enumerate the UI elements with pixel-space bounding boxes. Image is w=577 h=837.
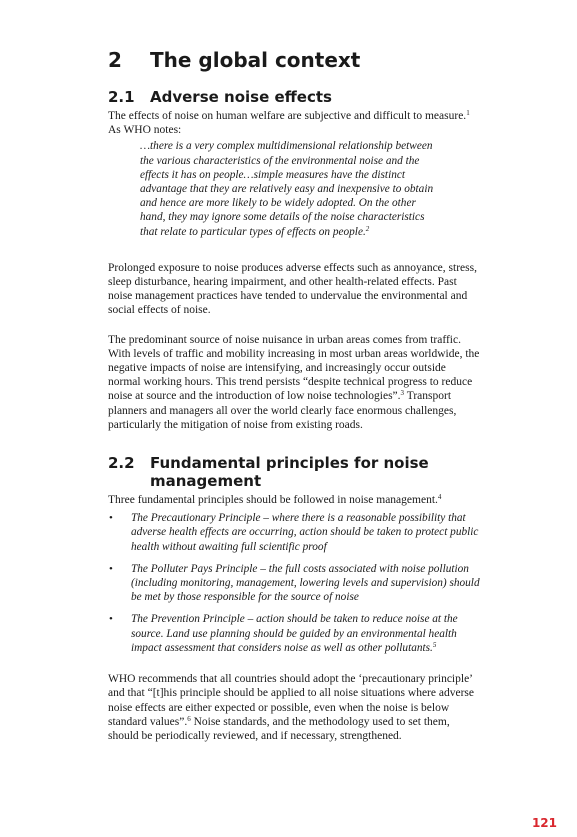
paragraph-tail: Transport planners and managers all over the world clearly face enormous challenges, particularly the mitigation of noise from existing roads. <box>108 390 457 431</box>
intro-text: Three fundamental principles should be followed in noise management. <box>108 494 438 507</box>
list-item-text <box>131 511 480 554</box>
chapter-number: 2 <box>108 48 122 72</box>
quote-text: …there is a very complex multidimensional relationship between the various characteristics of the environmental noise and the effects it has on people…simple measures have the distinct advantage that they are relatively easy and inexpensive to obtain and hence are more likely to be widely adopted. On the other hand, they may ignore some details of the noise characteristics that relate to particular types of effects on people. <box>140 140 434 238</box>
chapter-heading <box>108 48 480 72</box>
bullet-icon: • <box>109 512 113 525</box>
principle-text: The Precautionary Principle – where there is a reasonable possibility that adverse health effects are occurring, action should be taken to protect public health without awaiting full scientific proof <box>131 512 479 553</box>
chapter-title: The global context <box>150 48 361 72</box>
section-heading-2-1 <box>108 88 480 106</box>
body-paragraph: Prolonged exposure to noise produces adverse effects such as annoyance, stress, sleep disturbance, hearing impairment, and other health-related effects. Past noise management practices have tended to undervalue the environmental and social effects of noise. <box>108 261 477 317</box>
footnote-ref: 6 <box>187 714 191 723</box>
closing-tail: Noise standards, and the methodology used to set them, should be periodically reviewed, and if necessary, strengthened. <box>108 715 450 742</box>
closing-paragraph <box>108 672 480 743</box>
principle-text: The Prevention Principle – action should be taken to reduce noise at the source. Land use planning should be guided by an environmental health impact assessment that considers noise as well as other pollutants. <box>131 613 458 654</box>
footnote-ref: 4 <box>437 493 442 502</box>
intro-text: The effects of noise on human welfare are subjective and difficult to measure. <box>108 110 467 122</box>
bullet-icon: • <box>109 613 113 626</box>
paragraph-text: The predominant source of noise nuisance in urban areas comes from traffic. With levels of traffic and mobility increasing in most urban areas worldwide, the negative impacts of noise are intensifying, and increasingly occur outside normal working hours. This trend persists “despite technical progress to reduce noise at source and the introduction of low noise technologies”. <box>108 333 480 403</box>
section-number: 2.2 <box>108 454 135 473</box>
intro-paragraph <box>108 493 480 507</box>
list-item-text <box>131 612 480 655</box>
bullet-icon: • <box>109 562 113 575</box>
principle-text: The Polluter Pays Principle – the full costs associated with noise pollution (including monitoring, management, lowering levels and supervision) should be met by those responsible for the source of noise <box>131 562 480 604</box>
section-number: 2.1 <box>108 88 135 106</box>
footnote-ref: 1 <box>466 109 470 117</box>
footnote-ref: 3 <box>400 389 405 398</box>
closing-text: WHO recommends that all countries should adopt the ‘precautionary principle’ and that “[t]his principle should be applied to all noise situations where adverse noise effects are either expected or possible, even when the noise is below standard values”. <box>108 673 474 728</box>
list-item <box>108 511 480 554</box>
section-title: Adverse noise effects <box>150 88 332 106</box>
footnote-ref: 2 <box>365 224 370 233</box>
section-heading-2-2 <box>108 454 480 490</box>
list-item <box>108 612 480 655</box>
principles-list <box>108 511 480 655</box>
list-item <box>108 562 480 605</box>
section-title: Fundamental principles for noise management <box>150 454 429 491</box>
intro-paragraph <box>108 109 480 137</box>
body-paragraph <box>108 333 480 432</box>
page-number: 121 <box>531 816 557 830</box>
list-item-text <box>131 562 480 605</box>
page-content <box>108 48 480 743</box>
who-quote <box>140 139 440 238</box>
intro-tail: As WHO notes: <box>108 124 182 137</box>
footnote-ref: 5 <box>432 640 437 649</box>
